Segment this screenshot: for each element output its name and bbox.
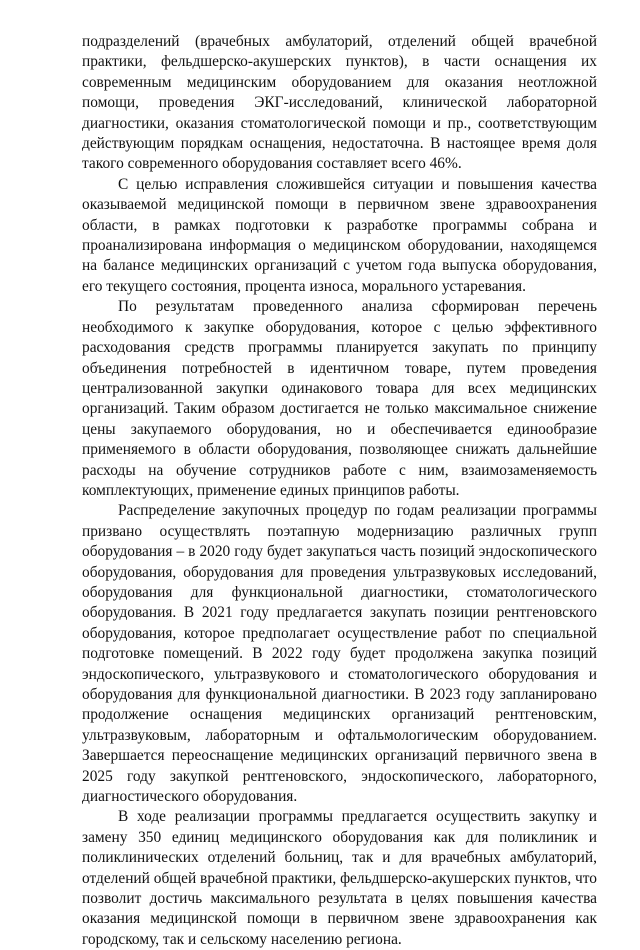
paragraph-1: подразделений (врачебных амбулаторий, отделений общей врачебной практики, фельдшерско-акушерских пунктов), в части оснащения их современным медицинским оборудованием для оказания неотложной помощи, проведения ЭКГ-исследований, клинической лабораторной диагностики, оказания стоматологической помощи и пр., соответствующим действующим порядкам оснащения, недостаточна. В настоящее время доля такого современного оборудования составляет всего 46%. [82, 33, 597, 173]
paragraph-2: С целью исправления сложившейся ситуации и повышения качества оказываемой медицинской помощи в первичном звене здравоохранения области, в рамках подготовки к разработке программы собрана и проанализирована информация о медицинском оборудовании, находящемся на балансе медицинских организаций с учетом года выпуска оборудования, его текущего состояния, процента износа, морального устаревания. [82, 175, 597, 295]
paragraph-4: Распределение закупочных процедур по годам реализации программы призвано осуществлять поэтапную модернизацию различных групп оборудования – в 2020 году будет закупаться часть позиций эндоскопического оборудования, оборудования для проведения ультразвуковых исследований, оборудования для функциональной диагностики, стоматологического оборудования. В 2021 году предлагается закупать позиции рентгеновского оборудования, которое предполагает осуществление работ по специальной подготовке помещений. В 2022 году будет продолжена закупка позиций эндоскопического, ультразвукового и стоматологического оборудования и оборудования для функциональной диагностики. В 2023 году запланировано продолжение оснащения медицинских организаций рентгеновским, ультразвуковым, лабораторным и офтальмологическим оборудованием. Завершается переоснащение медицинских организаций первичного звена в 2025 году закупкой рентгеновского, эндоскопического, лабораторного, диагностического оборудования. [82, 502, 597, 806]
paragraph-5: В ходе реализации программы предлагается осуществить закупку и замену 350 единиц медицинского оборудования как для поликлиник и поликлинических отделений больниц, так и для врачебных амбулаторий, отделений общей врачебной практики, фельдшерско-акушерских пунктов, что позволит достичь максимального результата в целях повышения качества оказания медицинской помощи в первичном звене здравоохранения как городскому, так и сельскому населению региона. [82, 808, 597, 948]
paragraph-3: По результатам проведенного анализа сформирован перечень необходимого к закупке оборудования, которое с целью эффективного расходования средств программы планируется закупать по принципу объединения потребностей в идентичном товаре, путем проведения централизованной закупки одинакового товара для всех медицинских организаций. Таким образом достигается не только максимальное снижение цены закупаемого оборудования, но и обеспечивается единообразие применяемого в области оборудования, позволяющее снижать дальнейшие расходы на обучение сотрудников работе с ним, взаимозаменяемость комплектующих, применение единых принципов работы. [82, 298, 597, 499]
document-body [82, 32, 597, 950]
